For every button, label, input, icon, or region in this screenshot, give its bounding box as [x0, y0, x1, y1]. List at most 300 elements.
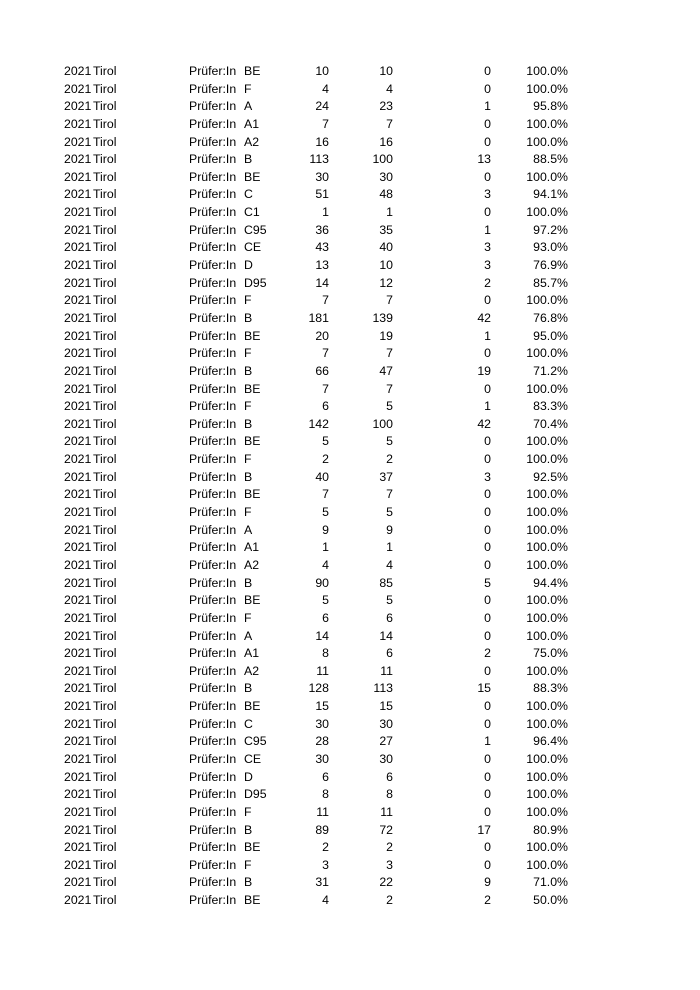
- year-cell: 2021: [64, 540, 92, 555]
- passed-cell: 1: [386, 205, 393, 220]
- year-cell: 2021: [64, 575, 92, 590]
- passed-cell: 14: [379, 628, 393, 643]
- examiner-cell: Prüfer:In: [189, 628, 237, 643]
- license-class-cell: A1: [244, 116, 260, 131]
- passed-cell: 3: [386, 857, 393, 872]
- year-cell: 2021: [64, 363, 92, 378]
- failed-cell: 2: [484, 646, 491, 661]
- passed-cell: 12: [379, 275, 393, 290]
- passed-cell: 8: [386, 787, 393, 802]
- total-cell: 1: [322, 540, 329, 555]
- region-cell: Tirol: [93, 293, 117, 308]
- total-cell: 1: [322, 205, 329, 220]
- passed-cell: 100: [372, 416, 393, 431]
- passed-cell: 2: [386, 452, 393, 467]
- failed-cell: 19: [477, 363, 491, 378]
- table-row: [0, 857, 700, 875]
- examiner-cell: Prüfer:In: [189, 593, 237, 608]
- pass-rate-cell: 95.0%: [533, 328, 568, 343]
- pass-rate-cell: 100.0%: [526, 134, 568, 149]
- pass-rate-cell: 80.9%: [533, 822, 568, 837]
- table-row: [0, 81, 700, 99]
- year-cell: 2021: [64, 346, 92, 361]
- table-row: [0, 222, 700, 240]
- pass-rate-cell: 100.0%: [526, 116, 568, 131]
- table-row: [0, 504, 700, 522]
- examiner-cell: Prüfer:In: [189, 575, 237, 590]
- license-class-cell: B: [244, 875, 253, 890]
- region-cell: Tirol: [93, 769, 117, 784]
- total-cell: 2: [322, 452, 329, 467]
- license-class-cell: CE: [244, 751, 262, 766]
- license-class-cell: D: [244, 258, 253, 273]
- pass-rate-cell: 100.0%: [526, 610, 568, 625]
- failed-cell: 42: [477, 416, 491, 431]
- pass-rate-cell: 71.0%: [533, 875, 568, 890]
- passed-cell: 2: [386, 893, 393, 908]
- passed-cell: 9: [386, 522, 393, 537]
- failed-cell: 1: [484, 734, 491, 749]
- license-class-cell: C: [244, 716, 253, 731]
- examiner-cell: Prüfer:In: [189, 275, 237, 290]
- table-row: [0, 451, 700, 469]
- failed-cell: 0: [484, 610, 491, 625]
- license-class-cell: BE: [244, 593, 261, 608]
- passed-cell: 16: [379, 134, 393, 149]
- failed-cell: 5: [484, 575, 491, 590]
- region-cell: Tirol: [93, 575, 117, 590]
- total-cell: 51: [315, 187, 329, 202]
- license-class-cell: C95: [244, 222, 267, 237]
- pass-rate-cell: 100.0%: [526, 628, 568, 643]
- region-cell: Tirol: [93, 699, 117, 714]
- year-cell: 2021: [64, 681, 92, 696]
- license-class-cell: BE: [244, 487, 261, 502]
- pass-rate-cell: 100.0%: [526, 663, 568, 678]
- table-row: [0, 398, 700, 416]
- total-cell: 6: [322, 769, 329, 784]
- table-row: [0, 663, 700, 681]
- region-cell: Tirol: [93, 681, 117, 696]
- table-row: [0, 433, 700, 451]
- year-cell: 2021: [64, 134, 92, 149]
- table-row: [0, 874, 700, 892]
- examiner-cell: Prüfer:In: [189, 399, 237, 414]
- total-cell: 6: [322, 610, 329, 625]
- license-class-cell: BE: [244, 840, 261, 855]
- license-class-cell: B: [244, 152, 253, 167]
- total-cell: 14: [315, 628, 329, 643]
- examiner-cell: Prüfer:In: [189, 540, 237, 555]
- pass-rate-cell: 94.4%: [533, 575, 568, 590]
- table-row: [0, 151, 700, 169]
- table-row: [0, 469, 700, 487]
- region-cell: Tirol: [93, 81, 117, 96]
- total-cell: 15: [315, 699, 329, 714]
- table-row: [0, 733, 700, 751]
- table-row: [0, 116, 700, 134]
- passed-cell: 40: [379, 240, 393, 255]
- year-cell: 2021: [64, 205, 92, 220]
- examiner-cell: Prüfer:In: [189, 240, 237, 255]
- pass-rate-cell: 70.4%: [533, 416, 568, 431]
- year-cell: 2021: [64, 893, 92, 908]
- passed-cell: 4: [386, 557, 393, 572]
- total-cell: 142: [308, 416, 329, 431]
- year-cell: 2021: [64, 469, 92, 484]
- license-class-cell: F: [244, 293, 252, 308]
- pass-rate-cell: 100.0%: [526, 434, 568, 449]
- year-cell: 2021: [64, 452, 92, 467]
- region-cell: Tirol: [93, 363, 117, 378]
- table-row: [0, 134, 700, 152]
- pass-rate-cell: 100.0%: [526, 381, 568, 396]
- region-cell: Tirol: [93, 328, 117, 343]
- examiner-cell: Prüfer:In: [189, 258, 237, 273]
- total-cell: 30: [315, 716, 329, 731]
- table-row: [0, 292, 700, 310]
- pass-rate-cell: 85.7%: [533, 275, 568, 290]
- total-cell: 13: [315, 258, 329, 273]
- failed-cell: 0: [484, 434, 491, 449]
- table-row: [0, 363, 700, 381]
- failed-cell: 1: [484, 399, 491, 414]
- passed-cell: 2: [386, 840, 393, 855]
- license-class-cell: C95: [244, 734, 267, 749]
- total-cell: 128: [308, 681, 329, 696]
- examiner-cell: Prüfer:In: [189, 416, 237, 431]
- license-class-cell: BE: [244, 893, 261, 908]
- license-class-cell: C: [244, 187, 253, 202]
- pass-rate-cell: 83.3%: [533, 399, 568, 414]
- table-row: [0, 275, 700, 293]
- region-cell: Tirol: [93, 540, 117, 555]
- pass-rate-cell: 100.0%: [526, 557, 568, 572]
- examiner-cell: Prüfer:In: [189, 522, 237, 537]
- table-row: [0, 628, 700, 646]
- failed-cell: 0: [484, 557, 491, 572]
- table-row: [0, 804, 700, 822]
- year-cell: 2021: [64, 487, 92, 502]
- passed-cell: 6: [386, 610, 393, 625]
- total-cell: 66: [315, 363, 329, 378]
- pass-rate-cell: 100.0%: [526, 840, 568, 855]
- license-class-cell: B: [244, 822, 253, 837]
- examiner-cell: Prüfer:In: [189, 663, 237, 678]
- pass-rate-cell: 96.4%: [533, 734, 568, 749]
- total-cell: 8: [322, 787, 329, 802]
- passed-cell: 7: [386, 346, 393, 361]
- table-row: [0, 892, 700, 910]
- region-cell: Tirol: [93, 646, 117, 661]
- failed-cell: 2: [484, 893, 491, 908]
- examiner-cell: Prüfer:In: [189, 875, 237, 890]
- examiner-cell: Prüfer:In: [189, 187, 237, 202]
- total-cell: 7: [322, 346, 329, 361]
- table-row: [0, 698, 700, 716]
- region-cell: Tirol: [93, 822, 117, 837]
- license-class-cell: A2: [244, 557, 260, 572]
- license-class-cell: F: [244, 81, 252, 96]
- table-row: [0, 522, 700, 540]
- pass-rate-cell: 100.0%: [526, 769, 568, 784]
- region-cell: Tirol: [93, 152, 117, 167]
- total-cell: 90: [315, 575, 329, 590]
- year-cell: 2021: [64, 505, 92, 520]
- license-class-cell: A1: [244, 646, 260, 661]
- examiner-cell: Prüfer:In: [189, 787, 237, 802]
- region-cell: Tirol: [93, 593, 117, 608]
- pass-rate-cell: 100.0%: [526, 81, 568, 96]
- passed-cell: 4: [386, 81, 393, 96]
- table-row: [0, 328, 700, 346]
- passed-cell: 113: [373, 681, 393, 696]
- passed-cell: 7: [386, 487, 393, 502]
- passed-cell: 10: [379, 258, 393, 273]
- passed-cell: 30: [379, 169, 393, 184]
- failed-cell: 17: [477, 822, 491, 837]
- examiner-cell: Prüfer:In: [189, 804, 237, 819]
- total-cell: 10: [315, 64, 329, 78]
- region-cell: Tirol: [93, 134, 117, 149]
- year-cell: 2021: [64, 381, 92, 396]
- license-class-cell: B: [244, 469, 253, 484]
- total-cell: 9: [322, 522, 329, 537]
- passed-cell: 100: [372, 152, 393, 167]
- failed-cell: 0: [484, 751, 491, 766]
- failed-cell: 0: [484, 522, 491, 537]
- total-cell: 89: [315, 822, 329, 837]
- region-cell: Tirol: [93, 734, 117, 749]
- total-cell: 5: [322, 505, 329, 520]
- region-cell: Tirol: [93, 875, 117, 890]
- license-class-cell: B: [244, 681, 253, 696]
- failed-cell: 0: [484, 699, 491, 714]
- year-cell: 2021: [64, 875, 92, 890]
- passed-cell: 11: [380, 804, 393, 819]
- pass-rate-cell: 100.0%: [526, 522, 568, 537]
- total-cell: 4: [322, 893, 329, 908]
- year-cell: 2021: [64, 152, 92, 167]
- year-cell: 2021: [64, 734, 92, 749]
- year-cell: 2021: [64, 804, 92, 819]
- pass-rate-cell: 76.9%: [533, 258, 568, 273]
- total-cell: 7: [322, 381, 329, 396]
- region-cell: Tirol: [93, 505, 117, 520]
- failed-cell: 0: [484, 505, 491, 520]
- total-cell: 24: [315, 99, 329, 114]
- passed-cell: 5: [386, 593, 393, 608]
- year-cell: 2021: [64, 275, 92, 290]
- examiner-cell: Prüfer:In: [189, 116, 237, 131]
- pass-rate-cell: 100.0%: [526, 487, 568, 502]
- total-cell: 7: [322, 116, 329, 131]
- failed-cell: 0: [484, 769, 491, 784]
- table-row: [0, 769, 700, 787]
- license-class-cell: BE: [244, 381, 261, 396]
- examiner-cell: Prüfer:In: [189, 610, 237, 625]
- examiner-cell: Prüfer:In: [189, 557, 237, 572]
- failed-cell: 0: [484, 628, 491, 643]
- total-cell: 28: [315, 734, 329, 749]
- table-row: [0, 204, 700, 222]
- pass-rate-cell: 50.0%: [533, 893, 568, 908]
- pass-rate-cell: 94.1%: [533, 187, 568, 202]
- region-cell: Tirol: [93, 840, 117, 855]
- table-row: [0, 381, 700, 399]
- year-cell: 2021: [64, 787, 92, 802]
- pass-rate-cell: 97.2%: [533, 222, 568, 237]
- examiner-cell: Prüfer:In: [189, 310, 237, 325]
- examiner-cell: Prüfer:In: [189, 381, 237, 396]
- failed-cell: 0: [484, 169, 491, 184]
- pass-rate-cell: 100.0%: [526, 716, 568, 731]
- license-class-cell: C1: [244, 205, 260, 220]
- total-cell: 11: [316, 663, 329, 678]
- table-row: [0, 63, 700, 81]
- pass-rate-cell: 100.0%: [526, 540, 568, 555]
- passed-cell: 15: [379, 699, 393, 714]
- year-cell: 2021: [64, 822, 92, 837]
- examiner-cell: Prüfer:In: [189, 487, 237, 502]
- region-cell: Tirol: [93, 557, 117, 572]
- license-class-cell: A2: [244, 663, 260, 678]
- examiner-cell: Prüfer:In: [189, 452, 237, 467]
- failed-cell: 1: [484, 99, 491, 114]
- passed-cell: 1: [386, 540, 393, 555]
- region-cell: Tirol: [93, 804, 117, 819]
- table-row: [0, 539, 700, 557]
- year-cell: 2021: [64, 593, 92, 608]
- table-row: [0, 786, 700, 804]
- failed-cell: 0: [484, 116, 491, 131]
- region-cell: Tirol: [93, 169, 117, 184]
- passed-cell: 11: [380, 663, 393, 678]
- failed-cell: 0: [484, 487, 491, 502]
- passed-cell: 5: [386, 399, 393, 414]
- table-row: [0, 839, 700, 857]
- license-class-cell: F: [244, 804, 252, 819]
- pass-rate-cell: 100.0%: [526, 205, 568, 220]
- failed-cell: 0: [484, 663, 491, 678]
- total-cell: 20: [315, 328, 329, 343]
- failed-cell: 15: [477, 681, 491, 696]
- failed-cell: 0: [484, 540, 491, 555]
- year-cell: 2021: [64, 399, 92, 414]
- year-cell: 2021: [64, 663, 92, 678]
- failed-cell: 0: [484, 346, 491, 361]
- examiner-cell: Prüfer:In: [189, 716, 237, 731]
- pass-rate-cell: 75.0%: [533, 646, 568, 661]
- examiner-cell: Prüfer:In: [189, 699, 237, 714]
- examiner-cell: Prüfer:In: [189, 152, 237, 167]
- total-cell: 14: [315, 275, 329, 290]
- table-row: [0, 257, 700, 275]
- region-cell: Tirol: [93, 64, 117, 78]
- license-class-cell: CE: [244, 240, 262, 255]
- year-cell: 2021: [64, 646, 92, 661]
- failed-cell: 0: [484, 593, 491, 608]
- table-row: [0, 610, 700, 628]
- region-cell: Tirol: [93, 416, 117, 431]
- examiner-cell: Prüfer:In: [189, 169, 237, 184]
- table-row: [0, 680, 700, 698]
- pass-rate-cell: 71.2%: [533, 363, 568, 378]
- license-class-cell: BE: [244, 169, 261, 184]
- year-cell: 2021: [64, 857, 92, 872]
- examiner-cell: Prüfer:In: [189, 893, 237, 908]
- examiner-cell: Prüfer:In: [189, 81, 237, 96]
- examiner-cell: Prüfer:In: [189, 434, 237, 449]
- license-class-cell: F: [244, 610, 252, 625]
- table-row: [0, 186, 700, 204]
- total-cell: 7: [322, 293, 329, 308]
- total-cell: 30: [315, 169, 329, 184]
- pass-rate-cell: 100.0%: [526, 64, 568, 78]
- total-cell: 2: [322, 840, 329, 855]
- region-cell: Tirol: [93, 222, 117, 237]
- passed-cell: 48: [379, 187, 393, 202]
- license-class-cell: F: [244, 857, 252, 872]
- total-cell: 5: [322, 434, 329, 449]
- failed-cell: 0: [484, 787, 491, 802]
- total-cell: 8: [322, 646, 329, 661]
- license-class-cell: B: [244, 310, 253, 325]
- passed-cell: 10: [379, 64, 393, 78]
- examiner-cell: Prüfer:In: [189, 363, 237, 378]
- license-class-cell: B: [244, 416, 253, 431]
- failed-cell: 3: [484, 187, 491, 202]
- pass-rate-cell: 88.5%: [533, 152, 568, 167]
- region-cell: Tirol: [93, 205, 117, 220]
- examiner-cell: Prüfer:In: [189, 734, 237, 749]
- passed-cell: 27: [379, 734, 393, 749]
- examiner-cell: Prüfer:In: [189, 646, 237, 661]
- total-cell: 3: [322, 857, 329, 872]
- region-cell: Tirol: [93, 628, 117, 643]
- year-cell: 2021: [64, 64, 92, 78]
- table-row: [0, 416, 700, 434]
- year-cell: 2021: [64, 434, 92, 449]
- year-cell: 2021: [64, 557, 92, 572]
- pass-rate-cell: 100.0%: [526, 293, 568, 308]
- pass-rate-cell: 100.0%: [526, 452, 568, 467]
- total-cell: 6: [322, 399, 329, 414]
- region-cell: Tirol: [93, 857, 117, 872]
- region-cell: Tirol: [93, 116, 117, 131]
- table-row: [0, 751, 700, 769]
- passed-cell: 30: [379, 716, 393, 731]
- failed-cell: 0: [484, 381, 491, 396]
- year-cell: 2021: [64, 610, 92, 625]
- examiner-cell: Prüfer:In: [189, 134, 237, 149]
- failed-cell: 13: [477, 152, 491, 167]
- total-cell: 4: [322, 81, 329, 96]
- license-class-cell: F: [244, 346, 252, 361]
- license-class-cell: D95: [244, 787, 267, 802]
- year-cell: 2021: [64, 416, 92, 431]
- region-cell: Tirol: [93, 487, 117, 502]
- failed-cell: 0: [484, 716, 491, 731]
- failed-cell: 0: [484, 293, 491, 308]
- examiner-cell: Prüfer:In: [189, 769, 237, 784]
- total-cell: 40: [315, 469, 329, 484]
- region-cell: Tirol: [93, 240, 117, 255]
- license-class-cell: F: [244, 452, 252, 467]
- table-row: [0, 239, 700, 257]
- table-row: [0, 310, 700, 328]
- license-class-cell: A: [244, 522, 253, 537]
